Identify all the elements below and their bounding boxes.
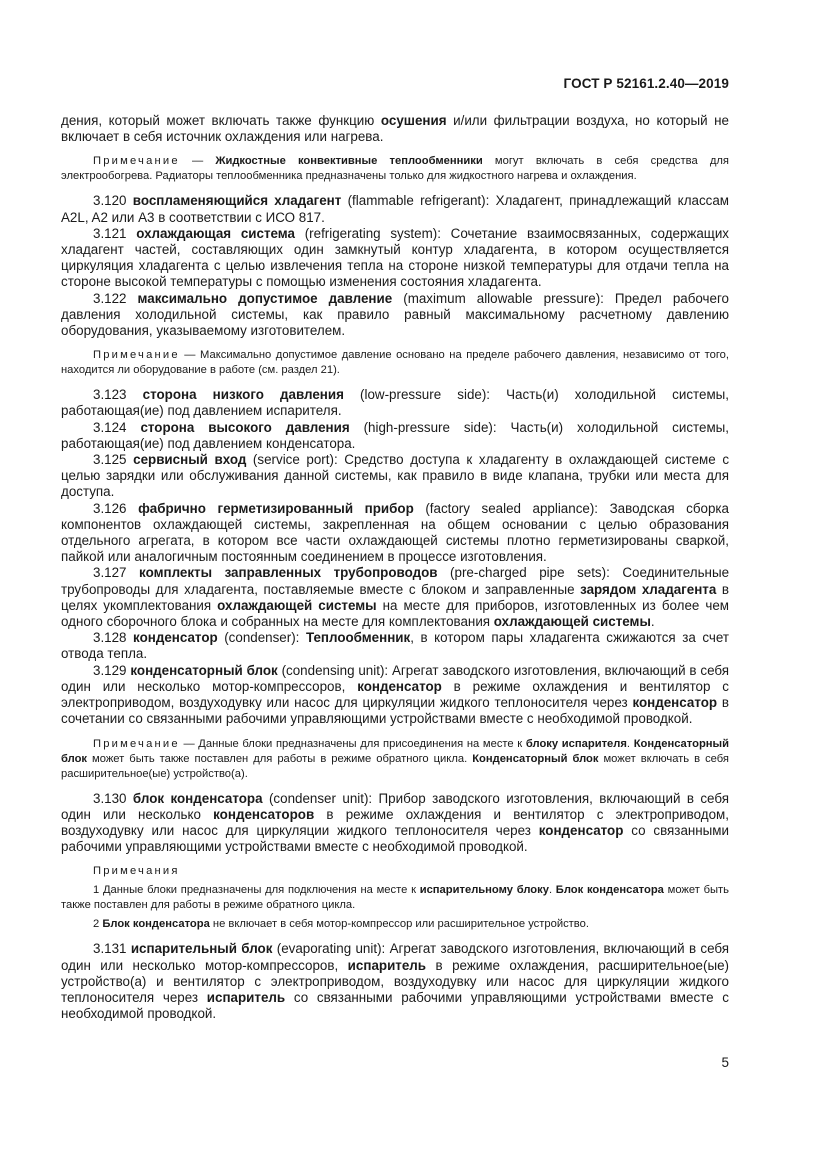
bold-term: испаритель — [347, 957, 427, 973]
bold-term: Блок конденсатора — [102, 918, 210, 931]
bold-term: охлаждающей системы — [493, 614, 651, 630]
note-paragraph — [61, 864, 729, 879]
text-run: 3.129 — [93, 662, 131, 678]
bold-term: конденсатор — [632, 695, 718, 711]
text-run: в режиме охлаждения, расширительное(ые) устройство(а) и вентилятор с электроприводом, воздуходувку или насос для циркуляции жидкого теплоносителя через — [61, 957, 729, 1005]
note-label: Примечание — [93, 349, 180, 362]
text-run: (evaporating unit): Агрегат заводского изготовления, включающий в себя один или несколько мотор-компрессоров, — [61, 941, 729, 973]
note-label: Примечание — [93, 155, 180, 168]
text-run: может быть также поставлен для работы в режиме обратного цикла. — [61, 884, 730, 912]
text-run: со связанными рабочими управляющими устройствами вместе с необходимой проводкой. — [61, 989, 730, 1022]
text-run: в режиме охлаждения и вентилятор с электроприводом, воздуходувку или насос для циркуляции жидкого теплоносителя через — [61, 678, 729, 711]
note-paragraph — [61, 737, 729, 782]
text-run: в режиме охлаждения и вентилятор с электроприводом, воздуходувку или насос для циркуляции жидкого теплоносителя через — [61, 806, 729, 838]
text-run: в сочетании со связанными рабочими управляющими устройствами вместе с необходимой проводкой. — [61, 695, 729, 727]
text-run: 3.127 — [93, 565, 140, 581]
bold-term: Блок конденсатора — [555, 884, 664, 897]
text-run: 3.122 — [93, 290, 138, 306]
text-run: — Данные блоки предназначены для присоединения на месте к — [179, 737, 526, 750]
bold-term: блок конденсатора — [132, 790, 263, 806]
definition-paragraph — [61, 791, 729, 856]
note-paragraph — [61, 348, 729, 378]
text-run: (condensing unit): Агрегат заводского изготовления, включающий в себя один или несколько мотор-компрессоров, — [61, 662, 730, 694]
text-run: в целях укомплектования — [61, 581, 730, 613]
bold-term: максимально допустимое давление — [137, 290, 393, 306]
text-run: 3.124 — [93, 419, 141, 435]
text-run: — — [179, 155, 216, 168]
text-run: . — [650, 614, 655, 630]
note-label: Примечания — [93, 865, 180, 878]
definition-paragraph — [61, 387, 729, 419]
text-run: (factory sealed appliance): Заводская сборка компонентов охлаждающей системы, закрепленная на общем основании с целью образования отдельного агрегата, в котором все части охлаждающей системы плотно герметизированы сваркой, пайкой или аналогичным постоянным соединением в процессе изготовления. — [61, 500, 729, 565]
bold-term: Теплообменник — [305, 630, 411, 646]
definition-paragraph — [61, 226, 729, 291]
bold-term: воспламеняющийся хладагент — [132, 193, 342, 209]
text-run: (service port): Средство доступа к хладагенту в охлаждающей системе с целью зарядки или обслуживания данной системы, как правило в виде клапана, трубки или места для доступа. — [61, 452, 730, 500]
definition-paragraph — [61, 193, 729, 225]
text-run: 2 — [93, 918, 103, 931]
note-paragraph — [61, 154, 729, 184]
bold-term: фабрично герметизированный прибор — [138, 500, 414, 516]
document-header: ГОСТ Р 52161.2.40—2019 — [563, 76, 729, 91]
bold-term: осушения — [380, 113, 447, 128]
text-run: 3.126 — [93, 500, 139, 516]
text-run: 3.121 — [93, 225, 137, 241]
bold-term: конденсаторов — [213, 806, 315, 822]
text-run: и/или фильтрации воздуха, но который не включает в себя источник охлаждения или нагрева. — [61, 113, 729, 145]
text-run: 3.120 — [93, 193, 133, 209]
bold-term: сервисный вход — [133, 452, 247, 468]
definition-paragraph — [61, 291, 729, 340]
text-run: , в котором пары хладагента сжижаются за счет отвода тепла. — [61, 630, 729, 662]
text-run: дения, который может включать также функцию — [61, 113, 381, 128]
text-run: (maximum allowable pressure): Предел рабочего давления холодильной системы, как правило равный максимальному расчетному давлению оборудования, указываемому изготовителем. — [61, 290, 729, 339]
definition-paragraph — [61, 663, 729, 728]
text-run: — Максимально допустимое давление основано на пределе рабочего давления, независимо от того, находится ли оборудование в работе (см. раздел 21). — [61, 349, 729, 377]
bold-term: зарядом хладагента — [580, 581, 717, 597]
text-run: (low-pressure side): Часть(и) холодильной системы, работающая(ие) под давлением испарителя. — [61, 387, 729, 419]
bold-term: испаритель — [206, 989, 286, 1005]
note-paragraph — [61, 917, 729, 932]
text-run: 3.128 — [93, 630, 134, 646]
text-run: не включает в себя мотор-компрессор или расширительное устройство. — [209, 918, 589, 931]
bold-term: конденсаторный блок — [130, 662, 278, 678]
bold-term: сторона высокого давления — [140, 419, 350, 435]
bold-term: Конденсаторный блок — [472, 752, 599, 765]
text-run: (condenser): — [217, 630, 306, 646]
bold-term: охлаждающая система — [136, 225, 295, 241]
note-label: Примечание — [93, 737, 180, 750]
text-run: (pre-charged pipe sets): Соединительные трубопроводы для хладагента, поставляемые вместе с блоком и заправленные — [61, 565, 730, 597]
text-run: (condenser unit): Прибор заводского изготовления, включающий в себя один или несколько — [61, 790, 729, 822]
text-run: (refrigerating system): Сочетание взаимосвязанных, содержащих хладагент частей, составляющих один замкнутый контур хладагента, в котором осуществляется циркуляция хладагента с целью извлечения тепла на стороне низкой температуры для отдачи тепла на стороне высокой температуры с помощью изменения состояния хладагента. — [61, 225, 730, 290]
bold-term: Жидкостные конвективные теплообменники — [215, 155, 483, 168]
text-run: . — [548, 884, 556, 897]
bold-term: сторона низкого давления — [142, 387, 344, 403]
definition-paragraph — [61, 630, 729, 662]
text-run: 3.131 — [93, 941, 131, 957]
definition-paragraph — [61, 501, 729, 566]
text-run: 3.123 — [93, 387, 143, 403]
text-run: . — [626, 737, 634, 750]
bold-term: испарительному блоку — [419, 884, 549, 897]
bold-term: охлаждающей системы — [217, 597, 377, 613]
bold-term: конденсатор — [133, 630, 218, 646]
text-run: 3.125 — [93, 452, 134, 468]
text-run: может включать в себя расширительное(ые) устройство(а). — [61, 752, 729, 780]
document-body — [61, 113, 729, 1022]
bold-term: конденсатор — [357, 678, 442, 694]
text-run: (high-pressure side): Часть(и) холодильной системы, работающая(ие) под давлением конденсатора. — [61, 419, 729, 451]
definition-paragraph — [61, 113, 729, 145]
text-run: может быть также поставлен для работы в режиме обратного цикла. — [87, 752, 473, 765]
note-paragraph — [61, 883, 729, 913]
page-number: 5 — [721, 1055, 729, 1070]
definition-paragraph — [61, 941, 729, 1022]
bold-term: конденсатор — [538, 822, 624, 838]
bold-term: блоку испарителя — [525, 737, 627, 750]
definition-paragraph — [61, 420, 729, 452]
definition-paragraph — [61, 565, 729, 630]
bold-term: Конденсаторный блок — [61, 737, 729, 765]
text-run: со связанными рабочими управляющими устройствами вместе с необходимой проводкой. — [61, 822, 729, 855]
bold-term: испарительный блок — [130, 941, 273, 957]
text-run: могут включать в себя средства для электрообогрева. Радиаторы теплообменника предназначены только для жидкостного нагрева и охлаждения. — [61, 155, 729, 183]
text-run: 3.130 — [93, 790, 133, 806]
bold-term: комплекты заправленных трубопроводов — [139, 565, 438, 581]
text-run: 1 Данные блоки предназначены для подключения на месте к — [93, 884, 420, 897]
text-run: (flammable refrigerant): Хладагент, принадлежащий классам A2L, A2 или A3 в соответствии с ИСО 817. — [61, 193, 729, 225]
definition-paragraph — [61, 452, 729, 501]
text-run: на месте для приборов, изготовленных из более чем одного сборочного блока и собранных на месте для комплектования — [61, 597, 729, 630]
